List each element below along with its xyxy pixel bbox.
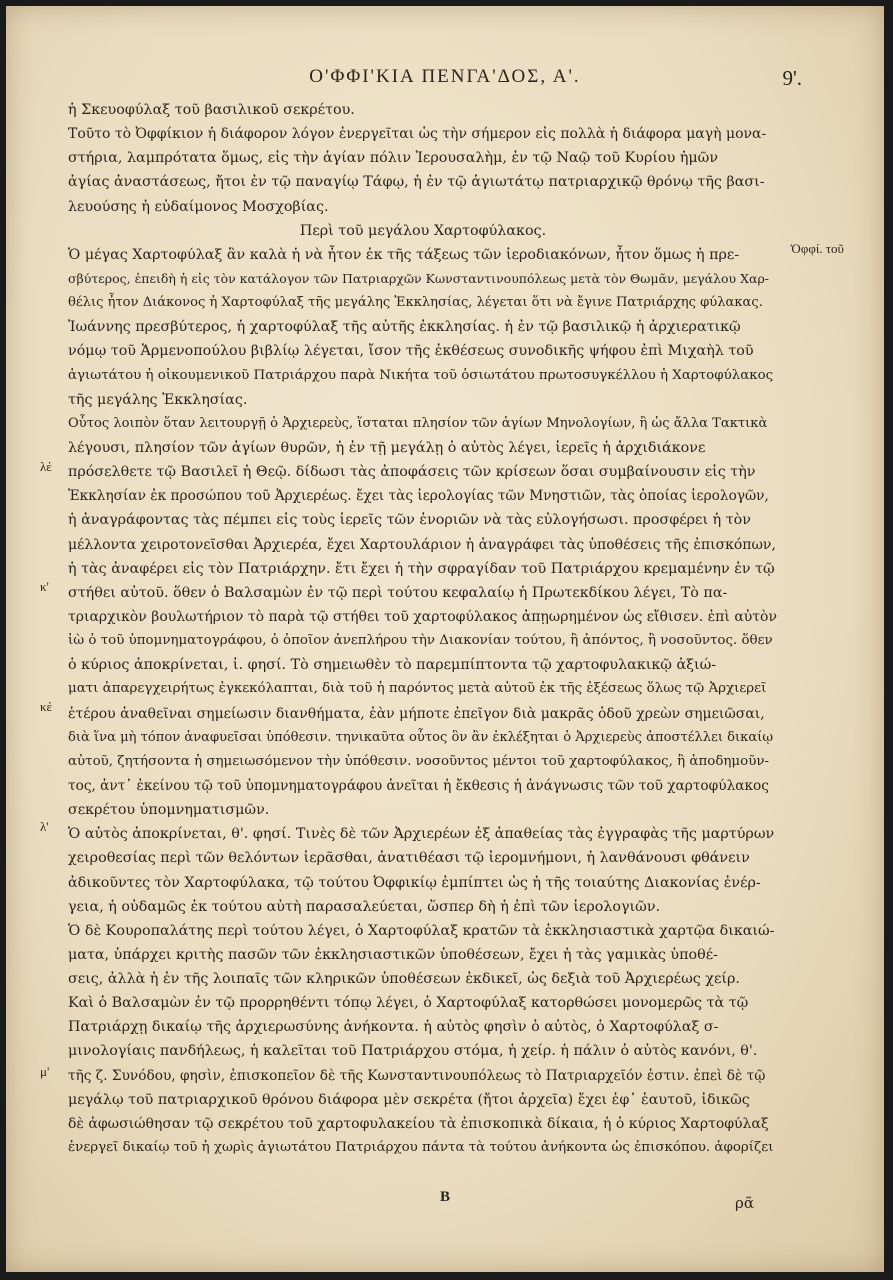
text-line: μεγάλῳ τοῦ πατριαρχικοῦ θρόνου διάφορα μὲν σεκρέτα (ἤτοι ἀρχεῖα) ἔχει ἐφ᾿ ἑαυτοῦ, ἰδικῶς — [68, 1091, 750, 1108]
text-line: τῆς ζ. Συνόδου, φησὶν, ἐπισκοπεῖον δὲ τῆς Κωνσταντινουπόλεως τὸ Πατριαρχεῖόν ἐστιν. ἐπεὶ δὲ τῷ — [68, 1067, 766, 1084]
folio-number: 9'. — [782, 66, 802, 90]
text-line: στήθει αὐτοῦ. ὅθεν ὁ Βαλσαμὼν ἐν τῷ περὶ τούτου κεφαλαίῳ ἡ Πρωτεκδίκου λέγει, Τὸ πα- — [68, 584, 728, 601]
text-line: μέλλοντα χειροτονεῖσθαι Ἀρχιερέα, ἔχει Χαρτουλάριον ἡ ἀναγράφει τὰς ὑποθέσεις τῆς ἐπισκόπων, — [68, 536, 776, 553]
text-line: Ὁ δὲ Κουροπαλάτης περὶ τούτου λέγει, ὁ Χαρτοφύλαξ κρατῶν τὰ ἐκκλησιαστικὰ χαρτῷα δικαιώ- — [68, 922, 775, 939]
text-line: αὐτοῦ, ζητήσοντα ἡ σημειωσόμενον τὴν ὑπόθεσιν. νοσοῦντος μέντοι τοῦ χαρτοφύλακος, ἢ ἀποδημοῦν- — [68, 753, 769, 769]
text-line: τος, ἀντ᾿ ἐκείνου τῷ τοῦ ὑπομνηματογράφου ἀνεῖται ἡ ἔκθεσις ἡ ἀνάγνωσις τῶν τοῦ χαρτοφύλακος — [68, 777, 769, 794]
text-line: πρόσελθετε τῷ Βασιλεῖ ἡ Θεῷ. δίδωσι τὰς ἀποφάσεις τῶν κρίσεων ὅσαι συμβαίνουσιν εἰς τὴν — [68, 464, 756, 481]
text-line: νόμῳ τοῦ Ἁρμενοπούλου βιβλίῳ λέγεται, ἴσον τῆς ἐκθέσεως συνοδικῆς ψήφου ἐπὶ Μιχαὴλ τοῦ — [68, 343, 754, 360]
catchword: ρᾶ — [735, 1194, 754, 1212]
text-line: Ὁ μέγας Χαρτοφύλαξ ἂν καλὰ ἡ νὰ ἦτον ἐκ τῆς τάξεως τῶν ἱεροδιακόνων, ἦτον ὅμως ἡ πρε- — [68, 246, 740, 263]
text-line: γεια, ἡ οὐδαμῶς ἐκ τούτου αὐτὴ παρασαλεύεται, ὥσπερ δὴ ἡ ἐπὶ τῶν ἱερολογιῶν. — [68, 898, 661, 915]
body-text — [68, 98, 778, 1160]
text-line: ματα, ὑπάρχει κριτὴς πασῶν τῶν ἐκκλησιαστικῶν ὑποθέσεων, ἔχει ἡ τὰς γαμικὰς ὑποθέ- — [68, 946, 718, 963]
running-head: Ο'ΦΦΙ'ΚΙΑ ΠΕΝΓΑ'ΔΟΣ, Α'. — [309, 66, 581, 87]
text-line: Ὁ αὐτὸς ἀποκρίνεται, θ'. φησί. Τινὲς δὲ τῶν Ἀρχιερέων ἐξ ἀπαθείας τὰς ἐγγραφὰς τῆς μαρτύρων — [68, 826, 775, 843]
text-line: Πατριάρχῃ δικαίῳ τῆς ἀρχιερωσύνης ἀνήκοντα. ἡ αὐτὸς φησὶν ὁ αὐτὸς, ὁ Χαρτοφύλαξ σ- — [68, 1019, 719, 1036]
text-line: ἡ Σκευοφύλαξ τοῦ βασιλικοῦ σεκρέτου. — [68, 102, 355, 118]
text-line: τῆς μεγάλης Ἐκκλησίας. — [68, 391, 248, 408]
text-line: ἀδικοῦντες τὸν Χαρτοφύλακα, τῷ τούτου Ὀφφικίῳ ἐμπίπτει ὡς ἡ τῆς τοιαύτης Διακονίας ἐνέρ- — [68, 874, 761, 891]
text-line: ἁγίας ἀναστάσεως, ἤτοι ἐν τῷ παναγίῳ Τάφῳ, ἡ ἐν τῷ ἁγιωτάτῳ πατριαρχικῷ θρόνῳ τῆς βασι- — [68, 174, 765, 191]
section-heading: Περὶ τοῦ μεγάλου Χαρτοφύλακος. — [299, 222, 547, 239]
text-line: δὲ ἀφωσιώθησαν τῷ σεκρέτου τοῦ χαρτοφυλακείου τὰ ἐπισκοπικὰ δίκαια, ἡ ὁ κύριος Χαρτοφύλαξ — [68, 1115, 769, 1132]
text-line: ἡ τὰς ἀναφέρει εἰς τὸν Πατριάρχην. ἔτι ἔχει ἡ τὴν σφραγίδαν τοῦ Πατριάρχου κρεμαμένην ἐν τῷ — [68, 560, 775, 577]
text-line: μινολογίαις πανδήλεως, ἡ καλεῖται τοῦ Πατριάρχου στόμα, ἡ χείρ. ἡ πάλιν ὁ αὐτὸς κανόνι, θ'. — [68, 1043, 758, 1060]
document-page — [6, 6, 884, 1272]
text-line: Ἐκκλησίαν ἐκ προσώπου τοῦ Ἀρχιερέως. ἔχει τὰς ἱερολογίας τῶν Μνηστιῶν, τὰς ὁποίας ἱερολογῶν, — [68, 488, 769, 505]
text-line: Τοῦτο τὸ Ὀφφίκιον ἡ διάφορον λόγον ἐνεργεῖται ὡς τὴν σήμερον εἰς πολλὰ ἡ διάφορα μαγὴ μονα- — [68, 126, 767, 143]
text-line: ἑτέρου ἀναθεῖναι σημείωσιν διανθήματα, ἐὰν μήποτε ἐπεῖγον διὰ μακρᾶς ὁδοῦ χρεὼν σημειῶσαι, — [68, 705, 765, 722]
text-line: λέγουσι, πλησίον τῶν ἁγίων θυρῶν, ἡ ἐν τῇ μεγάλῃ ὁ αὐτὸς λέγει, ἱερεῖς ἡ ἀρχιδιάκονε — [68, 439, 706, 456]
text-line: Καὶ ὁ Βαλσαμὼν ἐν τῷ προρρηθέντι τόπῳ λέγει, ὁ Χαρτοφύλαξ κατορθώσει μονομερῶς τὰ τῷ — [68, 995, 749, 1012]
text-line: σβύτερος, ἐπειδὴ ἡ εἰς τὸν κατάλογον τῶν Πατριαρχῶν Κωνσταντινουπόλεως μετὰ τὸν Θωμᾶν, μεγάλου Χαρ- — [68, 270, 770, 286]
text-line: ἡ ἀναγράφοντας τὰς πέμπει εἰς τοὺς ἱερεῖς τῶν ἐνοριῶν νὰ τὰς εὐλογήσωσι. προσφέρει ἡ τὸν — [68, 512, 751, 529]
margin-note-left: λ' — [40, 819, 49, 834]
text-line: Οὗτος λοιπὸν ὅταν λειτουργῇ ὁ Ἀρχιερεὺς, ἵσταται πλησίον τῶν ἁγίων Μηνολογίων, ἢ ὡς ἄλλα Τακτικὰ — [68, 415, 768, 431]
text-line: ἰὼ ὁ τοῦ ὑπομνηματογράφου, ὁ ὁποῖον ἀνεπλήρου τὴν Διακονίαν τούτου, ἢ ἀπόντος, ἢ νοσοῦντος. ὅθεν — [68, 633, 773, 649]
text-line: ματι ἀπαρεγχειρήτως ἐγκεκόλαπται, διὰ τοῦ ἡ παρόντος μετὰ αὐτοῦ ἐκ τῆς ἐξέσεως ὅλως τῷ Ἀρχιερεῖ — [68, 681, 767, 697]
margin-note-left: κ' — [40, 579, 49, 594]
margin-note-left: μ' — [40, 1064, 50, 1079]
text-line: ἐνεργεῖ δικαίῳ τοῦ ἡ χωρὶς ἁγιωτάτου Πατριάρχου πάντα τὰ τούτου ἀνήκοντα ὡς ἐπισκόπου. ἀφορίζει — [68, 1140, 774, 1156]
text-line: σεις, ἀλλὰ ἡ ἐν τῆς λοιπαῖς τῶν κληρικῶν ὑποθέσεων ἐκδικεῖ, ὡς δεξιὰ τοῦ Ἀρχιερέως χείρ. — [68, 971, 740, 988]
text-line: ὁ κύριος ἀποκρίνεται, ἰ. φησί. Τὸ σημειωθὲν τὸ παρεμπίπτοντα τῷ χαρτοφυλακικῷ ἀξιώ- — [68, 657, 717, 674]
text-line: χειροθεσίας περὶ τῶν θελόντων ἱερᾶσθαι, ἀνατιθέασι τῷ ἱερομνήμονι, ἡ λανθάνουσι φθάνειν — [68, 850, 750, 867]
text-line: σεκρέτου ὑπομνηματισμῶν. — [68, 802, 270, 819]
text-line: στήρια, λαμπρότατα ὅμως, εἰς τὴν ἁγίαν πόλιν Ἱερουσαλὴμ, ἐν τῷ Ναῷ τοῦ Κυρίου ἡμῶν — [68, 150, 719, 167]
text-line: διὰ ἵνα μὴ τόπον ἀναφυεῖσαι ὑπόθεσιν. τηνικαῦτα οὗτος ὃν ἂν ἐκλέξηται ὁ Ἀρχιερεὺς ἀποστέλλει δικαίῳ — [68, 729, 774, 745]
signature-mark: B — [439, 1189, 450, 1205]
text-line: ἁγιωτάτου ἡ οἰκουμενικοῦ Πατριάρχου παρὰ Νικήτα τοῦ ὁσιωτάτου πρωτοσυγκέλλου ἡ Χαρτοφύλακος — [68, 367, 774, 383]
text-line: θέλις ἦτον Διάκονος ἡ Χαρτοφύλαξ τῆς μεγάλης Ἐκκλησίας, λέγεται ὅτι νὰ ἔγινε Πατριάρχης φύλακας. — [68, 295, 763, 311]
text-line: Ἰωάννης πρεσβύτερος, ἡ χαρτοφύλαξ τῆς αὐτῆς ἐκκλησίας. ἡ ἐν τῷ βασιλικῷ ἡ ἀρχιερατικῷ — [68, 319, 741, 336]
margin-note-left: λέ — [40, 459, 52, 474]
margin-note-left: κέ — [40, 699, 53, 714]
text-line: λευούσης ἡ εὐδαίμονος Μοσχοβίας. — [68, 198, 329, 215]
margin-note-right: Ὀφφί. τοῦ — [790, 241, 844, 256]
text-line: τριαρχικὸν βουλωτήριον τὸ παρὰ τῷ στήθει τοῦ χαρτοφύλακος ἀπῃωρημένον ὡς εἴθισεν. ἐπὶ αὐτὸν — [68, 608, 777, 625]
